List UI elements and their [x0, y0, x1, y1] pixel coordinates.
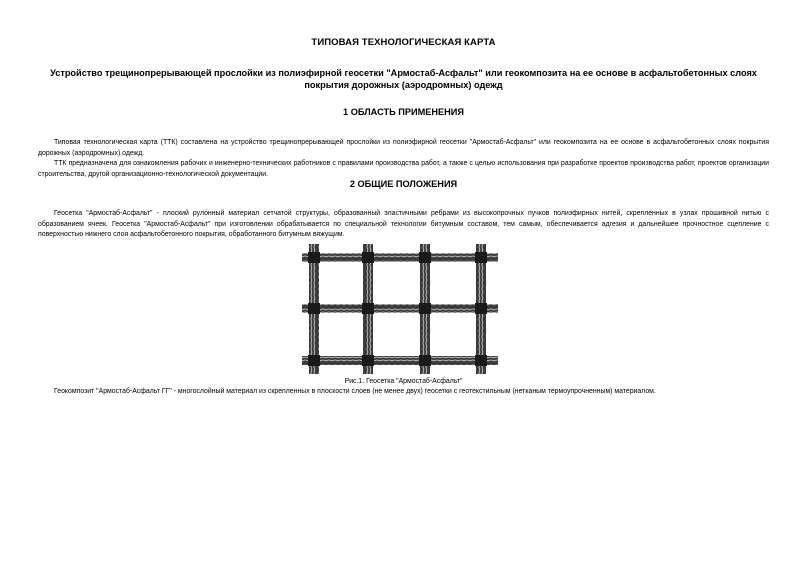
document-subtitle: Устройство трещинопрерывающей прослойки из полиэфирной геосетки "Армостаб-Асфальт" или геокомпозита на ее основе в асфальтобетонных слоях покрытия дорожных (аэродромных) одежд	[50, 68, 757, 90]
paragraph: Геосетка "Армостаб-Асфальт" - плоский рулонный материал сетчатой структуры, образованный эластичными ребрами из высокопрочных пучков полиэфирных нитей, скрепленных в узлах прошивной нитью с образованием ячеек. Геосетка "Армостаб-Асфальт" при изготовлении обрабатывается по специальной технологии битумным составом, тем самым, обеспечивается адгезия и дальнейшее прочностное сцепление с поверхностью нижнего слоя асфальтобетонного покрытия, обработанного битумным вяжущим.	[38, 210, 769, 239]
section-2-heading: 2 ОБЩИЕ ПОЛОЖЕНИЯ	[349, 179, 458, 189]
section-2-body-continued	[38, 387, 769, 398]
paragraph: ТТК предназначена для ознакомления рабочих и инженерно-технических работников с правилами производства работ, а также с целью использования при разработке проектов производства работ, проектов организации строительства, другой организационно-технологической документации.	[38, 160, 769, 178]
document-title: ТИПОВАЯ ТЕХНОЛОГИЧЕСКАЯ КАРТА	[311, 37, 496, 48]
geogrid-image	[302, 244, 498, 374]
section-2-body	[38, 209, 769, 241]
paragraph: Геокомпозит "Армостаб-Асфальт ГГ" - многослойный материал из скрепленных в плоскости слоев (не менее двух) геосетки с геотекстильным (нетканым термоупрочненным) материалом.	[54, 388, 656, 395]
paragraph: Типовая технологическая карта (ТТК) составлена на устройство трещинопрерывающей прослойки из полиэфирной геосетки "Армостаб-Асфальт" или геокомпозита на ее основе в асфальтобетонных слоях покрытия дорожных (аэродромных) одежд.	[38, 139, 769, 157]
figure-caption: Рис.1. Геосетка "Армостаб-Асфальт"	[344, 378, 463, 385]
section-1-heading: 1 ОБЛАСТЬ ПРИМЕНЕНИЯ	[343, 107, 464, 117]
section-1-body	[38, 138, 769, 180]
